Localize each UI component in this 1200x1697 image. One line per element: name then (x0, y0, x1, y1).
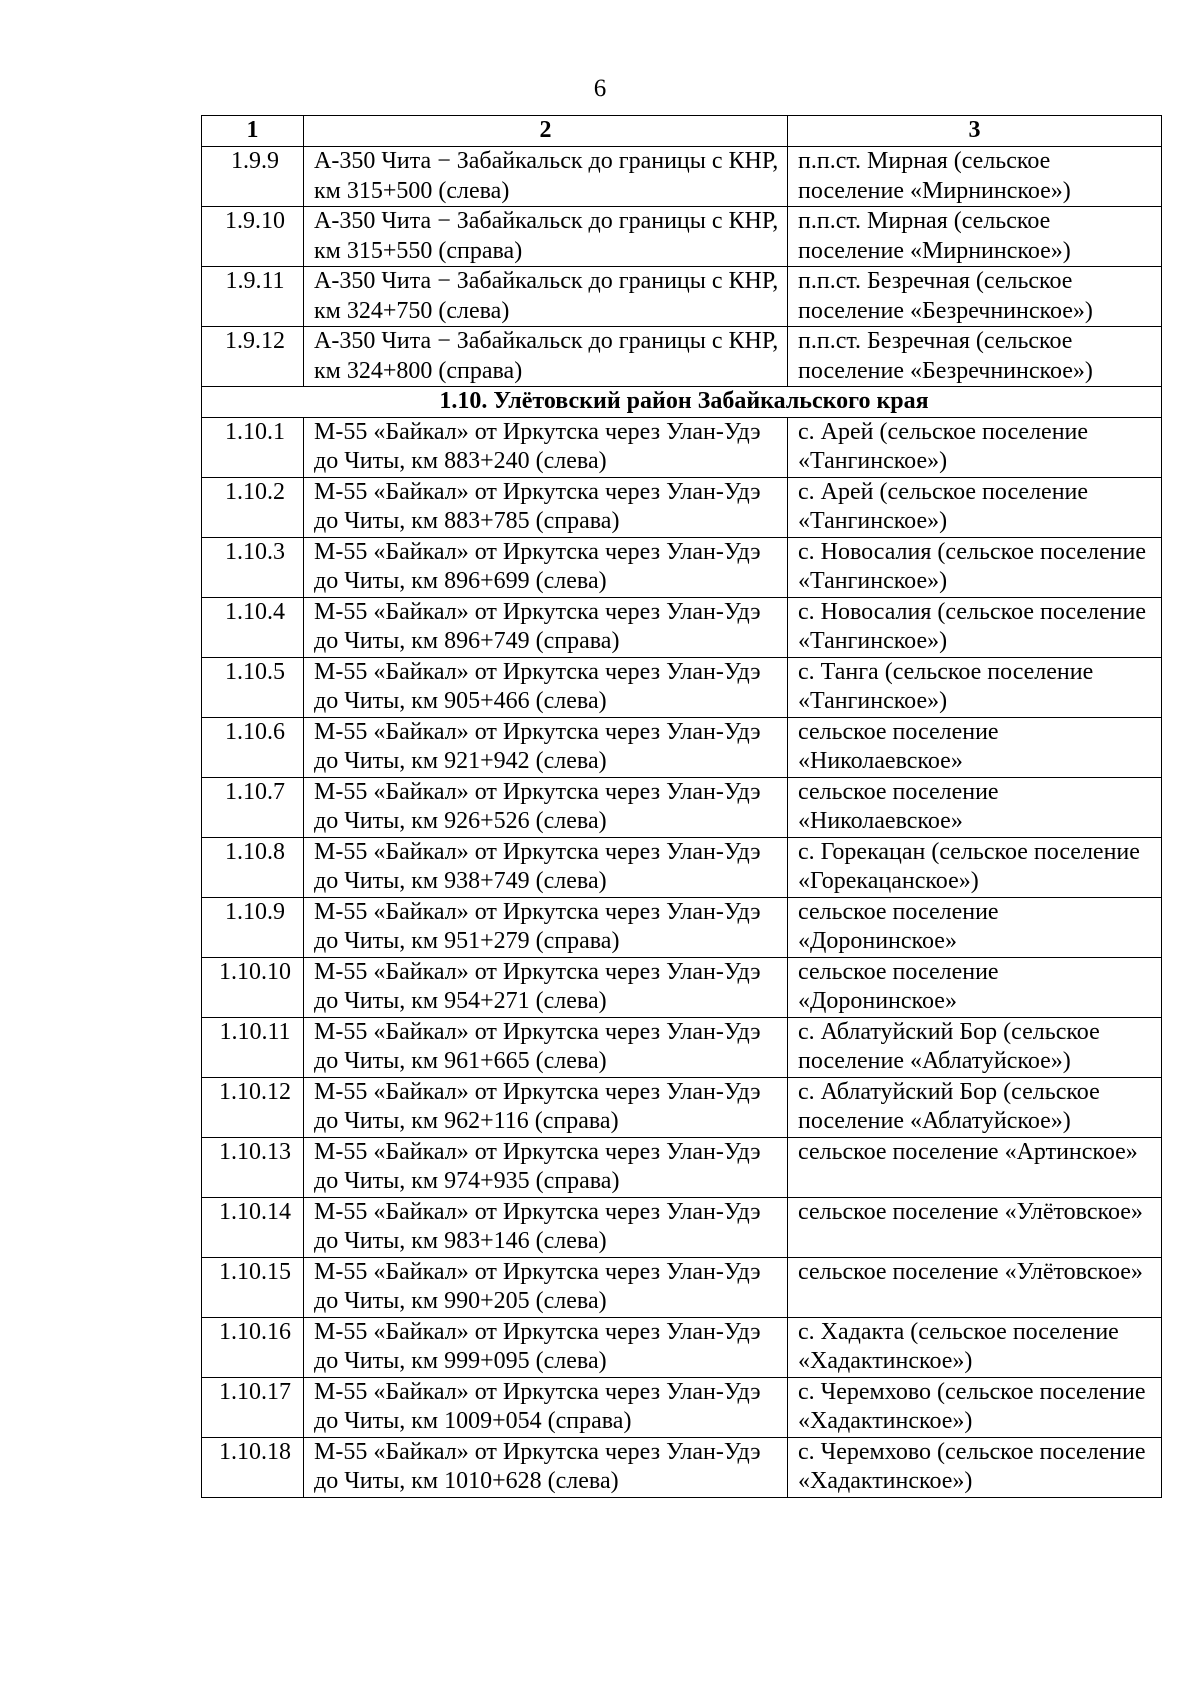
row-number-cell: 1.10.2 (202, 477, 304, 537)
table-row (202, 597, 1162, 657)
settlement-cell: сельское поселение «Доронинское» (788, 957, 1162, 1017)
road-location-cell: М-55 «Байкал» от Иркутска через Улан-Удэ до Читы, км 961+665 (слева) (304, 1017, 788, 1077)
row-number-cell: 1.9.11 (202, 267, 304, 327)
table-row (202, 1137, 1162, 1197)
table-row (202, 477, 1162, 537)
table-row (202, 837, 1162, 897)
road-location-cell: А-350 Чита − Забайкальск до границы с КНР, км 324+800 (справа) (304, 327, 788, 387)
row-number-cell: 1.10.4 (202, 597, 304, 657)
road-location-cell: А-350 Чита − Забайкальск до границы с КНР, км 324+750 (слева) (304, 267, 788, 327)
sites-table (201, 115, 1162, 1498)
table-row (202, 1017, 1162, 1077)
row-number-cell: 1.10.15 (202, 1257, 304, 1317)
table-row (202, 717, 1162, 777)
column-header-2: 2 (304, 116, 788, 147)
table-row (202, 267, 1162, 327)
road-location-cell: М-55 «Байкал» от Иркутска через Улан-Удэ до Читы, км 883+785 (справа) (304, 477, 788, 537)
road-location-cell: М-55 «Байкал» от Иркутска через Улан-Удэ до Читы, км 1010+628 (слева) (304, 1437, 788, 1497)
table-row (202, 1197, 1162, 1257)
settlement-cell: с. Новосалия (сельское поселение «Тангинское») (788, 537, 1162, 597)
page-number: 6 (593, 75, 607, 102)
road-location-cell: М-55 «Байкал» от Иркутска через Улан-Удэ до Читы, км 896+749 (справа) (304, 597, 788, 657)
row-number-cell: 1.10.9 (202, 897, 304, 957)
road-location-cell: М-55 «Байкал» от Иркутска через Улан-Удэ до Читы, км 983+146 (слева) (304, 1197, 788, 1257)
section-heading-group (202, 387, 1162, 418)
table-row (202, 537, 1162, 597)
section-heading-row (202, 387, 1162, 418)
row-number-cell: 1.10.12 (202, 1077, 304, 1137)
row-number-cell: 1.9.12 (202, 327, 304, 387)
settlement-cell: с. Новосалия (сельское поселение «Тангинское») (788, 597, 1162, 657)
column-header-1: 1 (202, 116, 304, 147)
table-header (202, 116, 1162, 147)
table-row (202, 1377, 1162, 1437)
row-number-cell: 1.10.8 (202, 837, 304, 897)
road-location-cell: М-55 «Байкал» от Иркутска через Улан-Удэ до Читы, км 1009+054 (справа) (304, 1377, 788, 1437)
road-location-cell: А-350 Чита − Забайкальск до границы с КНР, км 315+500 (слева) (304, 147, 788, 207)
row-number-cell: 1.10.16 (202, 1317, 304, 1377)
row-number-cell: 1.9.10 (202, 207, 304, 267)
settlement-cell: с. Арей (сельское поселение «Тангинское») (788, 417, 1162, 477)
table-row (202, 957, 1162, 1017)
table-row (202, 1257, 1162, 1317)
row-number-cell: 1.10.3 (202, 537, 304, 597)
road-location-cell: А-350 Чита − Забайкальск до границы с КНР, км 315+550 (справа) (304, 207, 788, 267)
row-number-cell: 1.10.14 (202, 1197, 304, 1257)
table-row (202, 1317, 1162, 1377)
row-number-cell: 1.10.7 (202, 777, 304, 837)
row-number-cell: 1.10.10 (202, 957, 304, 1017)
settlement-cell: сельское поселение «Артинское» (788, 1137, 1162, 1197)
header-row (202, 116, 1162, 147)
road-location-cell: М-55 «Байкал» от Иркутска через Улан-Удэ до Читы, км 974+935 (справа) (304, 1137, 788, 1197)
table-row (202, 207, 1162, 267)
settlement-cell: сельское поселение «Доронинское» (788, 897, 1162, 957)
settlement-cell: п.п.ст. Мирная (сельское поселение «Мирнинское») (788, 207, 1162, 267)
road-location-cell: М-55 «Байкал» от Иркутска через Улан-Удэ до Читы, км 962+116 (справа) (304, 1077, 788, 1137)
row-number-cell: 1.10.1 (202, 417, 304, 477)
row-number-cell: 1.10.13 (202, 1137, 304, 1197)
table-row (202, 897, 1162, 957)
settlement-cell: сельское поселение «Николаевское» (788, 777, 1162, 837)
row-number-cell: 1.10.18 (202, 1437, 304, 1497)
column-header-3: 3 (788, 116, 1162, 147)
row-number-cell: 1.10.11 (202, 1017, 304, 1077)
row-number-cell: 1.10.5 (202, 657, 304, 717)
road-location-cell: М-55 «Байкал» от Иркутска через Улан-Удэ до Читы, км 905+466 (слева) (304, 657, 788, 717)
road-location-cell: М-55 «Байкал» от Иркутска через Улан-Удэ до Читы, км 921+942 (слева) (304, 717, 788, 777)
settlement-cell: с. Горекацан (сельское поселение «Горекацанское») (788, 837, 1162, 897)
table-row (202, 1077, 1162, 1137)
row-number-cell: 1.9.9 (202, 147, 304, 207)
road-location-cell: М-55 «Байкал» от Иркутска через Улан-Удэ до Читы, км 896+699 (слева) (304, 537, 788, 597)
settlement-cell: с. Танга (сельское поселение «Тангинское») (788, 657, 1162, 717)
settlement-cell: с. Черемхово (сельское поселение «Хадактинское») (788, 1437, 1162, 1497)
road-location-cell: М-55 «Байкал» от Иркутска через Улан-Удэ до Читы, км 926+526 (слева) (304, 777, 788, 837)
settlement-cell: с. Аблатуйский Бор (сельское поселение «Аблатуйское») (788, 1017, 1162, 1077)
table-row (202, 417, 1162, 477)
road-location-cell: М-55 «Байкал» от Иркутска через Улан-Удэ до Читы, км 990+205 (слева) (304, 1257, 788, 1317)
table-row (202, 327, 1162, 387)
table-row (202, 147, 1162, 207)
settlement-cell: с. Хадакта (сельское поселение «Хадактинское») (788, 1317, 1162, 1377)
settlement-cell: сельское поселение «Улётовское» (788, 1197, 1162, 1257)
settlement-cell: сельское поселение «Николаевское» (788, 717, 1162, 777)
table-body-section-1-10 (202, 417, 1162, 1497)
road-location-cell: М-55 «Байкал» от Иркутска через Улан-Удэ до Читы, км 999+095 (слева) (304, 1317, 788, 1377)
row-number-cell: 1.10.17 (202, 1377, 304, 1437)
road-location-cell: М-55 «Байкал» от Иркутска через Улан-Удэ до Читы, км 938+749 (слева) (304, 837, 788, 897)
table-row (202, 657, 1162, 717)
settlement-cell: п.п.ст. Безречная (сельское поселение «Безречнинское») (788, 327, 1162, 387)
settlement-cell: сельское поселение «Улётовское» (788, 1257, 1162, 1317)
table-row (202, 1437, 1162, 1497)
settlement-cell: п.п.ст. Безречная (сельское поселение «Безречнинское») (788, 267, 1162, 327)
settlement-cell: с. Арей (сельское поселение «Тангинское») (788, 477, 1162, 537)
settlement-cell: с. Черемхово (сельское поселение «Хадактинское») (788, 1377, 1162, 1437)
settlement-cell: с. Аблатуйский Бор (сельское поселение «Аблатуйское») (788, 1077, 1162, 1137)
section-heading: 1.10. Улётовский район Забайкальского края (202, 387, 1162, 418)
table-row (202, 777, 1162, 837)
settlement-cell: п.п.ст. Мирная (сельское поселение «Мирнинское») (788, 147, 1162, 207)
table-body-section-1-9 (202, 147, 1162, 387)
road-location-cell: М-55 «Байкал» от Иркутска через Улан-Удэ до Читы, км 883+240 (слева) (304, 417, 788, 477)
row-number-cell: 1.10.6 (202, 717, 304, 777)
road-location-cell: М-55 «Байкал» от Иркутска через Улан-Удэ до Читы, км 951+279 (справа) (304, 897, 788, 957)
road-location-cell: М-55 «Байкал» от Иркутска через Улан-Удэ до Читы, км 954+271 (слева) (304, 957, 788, 1017)
